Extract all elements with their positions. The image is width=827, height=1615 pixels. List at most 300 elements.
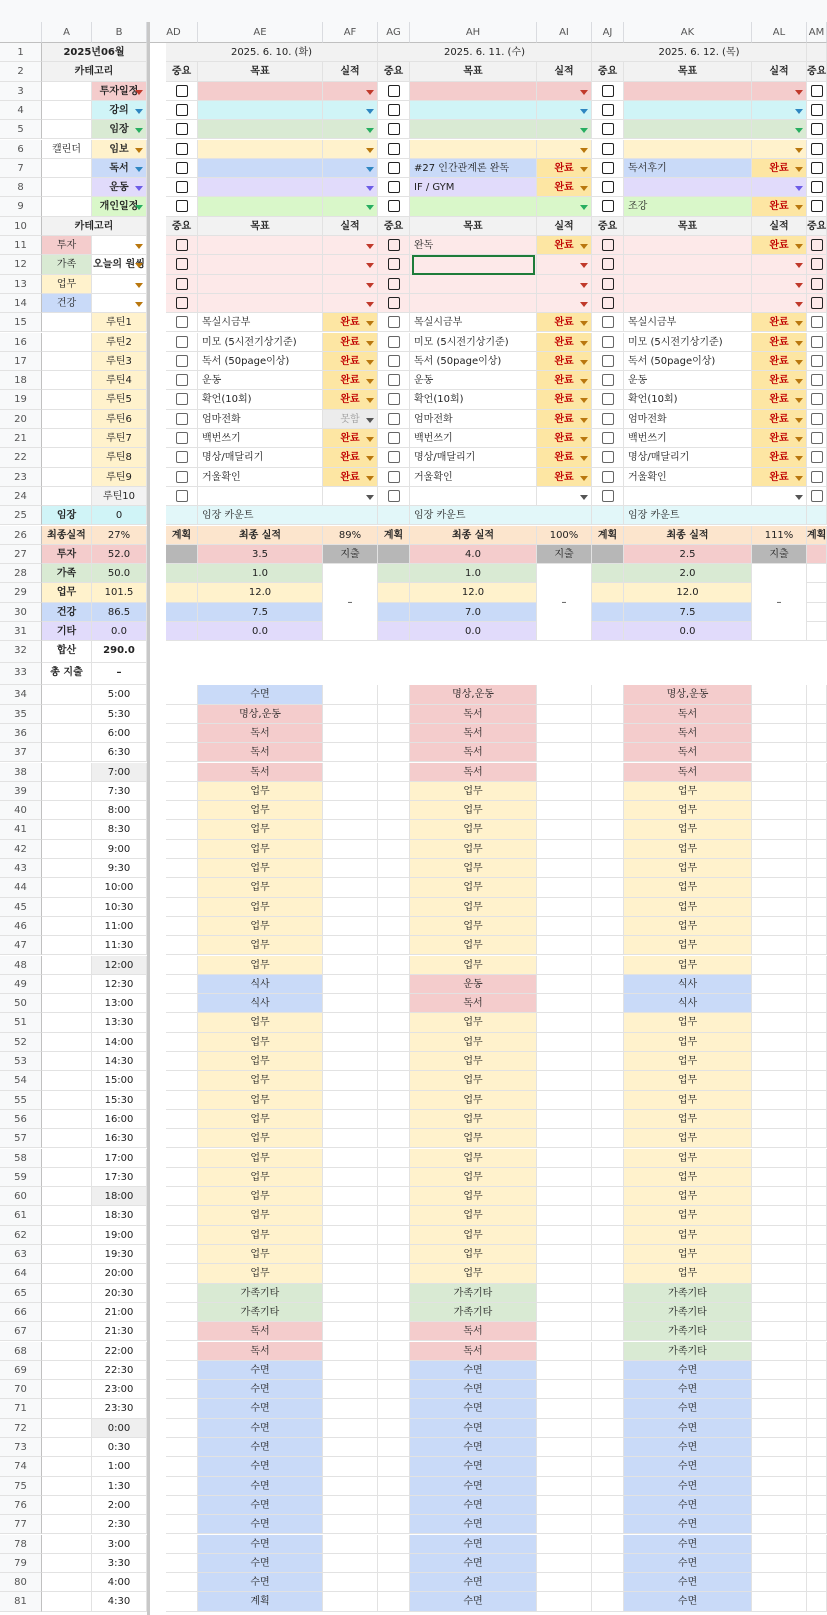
checkbox-icon[interactable] (602, 200, 614, 212)
achievement-pct[interactable]: 111% (752, 526, 807, 545)
cell[interactable] (42, 1129, 92, 1148)
schedule-cell[interactable]: 명상,운동 (410, 685, 537, 704)
schedule-cell[interactable]: 업무 (624, 1206, 752, 1225)
cell[interactable] (537, 859, 592, 878)
dropdown-arrow-icon[interactable] (135, 186, 143, 191)
cell[interactable] (537, 1149, 592, 1168)
column-header-ai[interactable]: AI (537, 22, 592, 43)
schedule-cell[interactable]: 업무 (198, 1129, 323, 1148)
row-number[interactable]: 44 (0, 878, 42, 897)
checkbox-icon[interactable] (176, 336, 188, 348)
time-slot-label[interactable]: 20:30 (92, 1284, 147, 1303)
category-item[interactable]: 투자 (42, 236, 92, 255)
cell[interactable] (378, 1013, 410, 1032)
schedule-cell[interactable]: 수면 (624, 1457, 752, 1476)
dropdown-arrow-icon[interactable] (795, 263, 803, 268)
today-result-cell[interactable] (323, 275, 378, 294)
checkbox-icon[interactable] (602, 104, 614, 116)
cell[interactable] (166, 1399, 198, 1418)
row-number[interactable]: 67 (0, 1322, 42, 1341)
final-result-pct[interactable]: 27% (92, 526, 147, 545)
final-value[interactable]: 12.0 (624, 583, 752, 602)
checkbox-icon[interactable] (388, 200, 400, 212)
final-result-header[interactable]: 최종 실적 (624, 526, 752, 545)
today-result-cell[interactable] (537, 275, 592, 294)
schedule-cell[interactable]: 업무 (624, 859, 752, 878)
important-header[interactable]: 중요 (166, 217, 198, 236)
schedule-cell[interactable]: 업무 (198, 840, 323, 859)
time-slot-label[interactable]: 22:00 (92, 1342, 147, 1361)
calendar-result-cell[interactable] (752, 140, 807, 159)
cell[interactable] (166, 1303, 198, 1322)
row-number[interactable]: 65 (0, 1284, 42, 1303)
checkbox-icon[interactable] (176, 471, 188, 483)
today-result-cell[interactable]: 완료 (752, 236, 807, 255)
final-value[interactable]: 12.0 (410, 583, 537, 602)
cell[interactable] (378, 1303, 410, 1322)
routine-checkbox-cell[interactable] (166, 352, 198, 371)
important-checkbox-cell[interactable] (592, 275, 624, 294)
cell[interactable] (537, 840, 592, 859)
calendar-goal-cell[interactable] (410, 140, 537, 159)
cell[interactable] (807, 820, 827, 839)
cell[interactable] (166, 1110, 198, 1129)
calendar-item[interactable]: 강의 (92, 101, 147, 120)
routine-status-cell[interactable]: 완료 (537, 429, 592, 448)
schedule-cell[interactable]: 업무 (624, 1013, 752, 1032)
cell[interactable] (537, 1013, 592, 1032)
goal-header[interactable]: 목표 (198, 217, 323, 236)
today-result-cell[interactable] (752, 255, 807, 274)
routine-label[interactable]: 루틴8 (92, 448, 147, 467)
row-number[interactable]: 35 (0, 705, 42, 724)
cell[interactable] (166, 936, 198, 955)
calendar-label-cell[interactable] (42, 101, 92, 120)
dropdown-arrow-icon[interactable] (135, 244, 143, 249)
cell[interactable] (323, 1033, 378, 1052)
checkbox-icon[interactable] (388, 490, 400, 502)
achievement-pct[interactable]: 100% (537, 526, 592, 545)
calendar-result-cell[interactable]: 완료 (537, 178, 592, 197)
row-number[interactable]: 26 (0, 526, 42, 545)
routine-label[interactable]: 루틴7 (92, 429, 147, 448)
spend-value[interactable]: – (537, 564, 592, 641)
schedule-cell[interactable]: 수면 (198, 1496, 323, 1515)
cell[interactable] (537, 1342, 592, 1361)
cell[interactable] (42, 1168, 92, 1187)
cell[interactable] (752, 1573, 807, 1592)
cell[interactable] (323, 1168, 378, 1187)
important-header[interactable]: 중요 (592, 62, 624, 81)
dropdown-arrow-icon[interactable] (366, 205, 374, 210)
cell[interactable] (807, 705, 827, 724)
schedule-cell[interactable]: 가족기타 (410, 1284, 537, 1303)
schedule-cell[interactable]: 수면 (198, 1573, 323, 1592)
checkbox-icon[interactable] (602, 239, 614, 251)
routine-status-cell[interactable]: 완료 (323, 313, 378, 332)
calendar-goal-cell[interactable] (410, 101, 537, 120)
row-number[interactable]: 1 (0, 43, 42, 62)
schedule-cell[interactable]: 수면 (198, 685, 323, 704)
checkbox-icon[interactable] (602, 413, 614, 425)
dropdown-arrow-icon[interactable] (795, 109, 803, 114)
routine-checkbox-cell[interactable] (592, 487, 624, 506)
cell[interactable] (42, 1361, 92, 1380)
important-checkbox-cell[interactable] (166, 255, 198, 274)
calendar-item[interactable]: 임장 (92, 120, 147, 139)
cell[interactable] (378, 1554, 410, 1573)
dropdown-arrow-icon[interactable] (795, 148, 803, 153)
cell[interactable] (537, 1573, 592, 1592)
cell[interactable] (378, 782, 410, 801)
dropdown-arrow-icon[interactable] (135, 167, 143, 172)
schedule-cell[interactable]: 업무 (410, 1245, 537, 1264)
cell[interactable] (378, 859, 410, 878)
cell[interactable] (166, 1168, 198, 1187)
cell[interactable] (42, 1052, 92, 1071)
checkbox-icon[interactable] (176, 85, 188, 97)
checkbox-icon[interactable] (388, 162, 400, 174)
cell[interactable] (323, 1573, 378, 1592)
calendar-goal-cell[interactable] (198, 101, 323, 120)
corner-cell[interactable] (0, 22, 42, 43)
routine-label[interactable]: 루틴5 (92, 390, 147, 409)
checkbox-icon[interactable] (388, 297, 400, 309)
routine-checkbox-cell[interactable] (807, 390, 827, 409)
cell[interactable] (323, 782, 378, 801)
row-number[interactable]: 23 (0, 468, 42, 487)
calendar-goal-cell[interactable] (624, 101, 752, 120)
cell[interactable] (378, 1592, 410, 1611)
routine-checkbox-cell[interactable] (592, 313, 624, 332)
cell[interactable] (592, 840, 624, 859)
time-slot-label[interactable]: 19:00 (92, 1226, 147, 1245)
important-checkbox-cell[interactable] (378, 159, 410, 178)
calendar-result-cell[interactable] (537, 101, 592, 120)
cell[interactable] (807, 1399, 827, 1418)
cell[interactable] (42, 429, 92, 448)
cell[interactable] (537, 1071, 592, 1090)
cell[interactable] (752, 917, 807, 936)
cell[interactable] (323, 1071, 378, 1090)
cell[interactable] (166, 1129, 198, 1148)
imjang-count-label[interactable]: 임장 카운트 (198, 506, 378, 525)
checkbox-icon[interactable] (388, 143, 400, 155)
important-checkbox-cell[interactable] (166, 140, 198, 159)
routine-status-cell[interactable]: 완료 (537, 371, 592, 390)
cell[interactable] (378, 705, 410, 724)
schedule-cell[interactable]: 수면 (410, 1515, 537, 1534)
cell[interactable] (378, 1573, 410, 1592)
checkbox-icon[interactable] (388, 355, 400, 367)
important-checkbox-cell[interactable] (166, 82, 198, 101)
checkbox-icon[interactable] (388, 413, 400, 425)
dropdown-arrow-icon[interactable] (580, 283, 588, 288)
routine-status-cell[interactable]: 완료 (323, 333, 378, 352)
time-slot-label[interactable]: 13:30 (92, 1013, 147, 1032)
cell[interactable] (752, 1303, 807, 1322)
routine-label[interactable]: 루틴2 (92, 333, 147, 352)
summary-category-label[interactable]: 투자 (42, 545, 92, 564)
cell[interactable] (323, 878, 378, 897)
cell[interactable] (323, 1515, 378, 1534)
cell[interactable] (42, 1322, 92, 1341)
cell[interactable] (42, 743, 92, 762)
cell[interactable] (42, 1303, 92, 1322)
cell[interactable] (807, 782, 827, 801)
today-goal-cell[interactable] (198, 236, 323, 255)
cell[interactable] (166, 724, 198, 743)
spend-label[interactable]: 지출 (537, 545, 592, 564)
cell[interactable] (323, 1091, 378, 1110)
schedule-cell[interactable]: 업무 (624, 1149, 752, 1168)
dropdown-arrow-icon[interactable] (366, 360, 374, 365)
routine-status-cell[interactable]: 완료 (537, 333, 592, 352)
cell[interactable] (378, 1168, 410, 1187)
calendar-goal-cell[interactable]: #27 인간관계론 완독 (410, 159, 537, 178)
checkbox-icon[interactable] (811, 413, 823, 425)
cell[interactable] (592, 1380, 624, 1399)
cell[interactable] (166, 1226, 198, 1245)
cell[interactable] (592, 1361, 624, 1380)
schedule-cell[interactable]: 업무 (624, 1071, 752, 1090)
cell[interactable] (752, 1477, 807, 1496)
column-header-ad[interactable]: AD (150, 22, 198, 43)
cell[interactable] (323, 859, 378, 878)
checkbox-icon[interactable] (176, 104, 188, 116)
cell[interactable] (807, 564, 827, 583)
important-checkbox-cell[interactable] (378, 120, 410, 139)
schedule-cell[interactable]: 수면 (198, 1477, 323, 1496)
dropdown-arrow-icon[interactable] (580, 186, 588, 191)
cell[interactable] (592, 1013, 624, 1032)
time-slot-label[interactable]: 12:00 (92, 956, 147, 975)
schedule-cell[interactable]: 업무 (198, 936, 323, 955)
routine-checkbox-cell[interactable] (378, 468, 410, 487)
dropdown-arrow-icon[interactable] (366, 476, 374, 481)
schedule-cell[interactable]: 수면 (198, 1380, 323, 1399)
today-result-cell[interactable] (323, 294, 378, 313)
important-checkbox-cell[interactable] (378, 275, 410, 294)
cell[interactable] (592, 1129, 624, 1148)
important-checkbox-cell[interactable] (592, 140, 624, 159)
routine-status-cell[interactable] (323, 487, 378, 506)
cell[interactable] (752, 743, 807, 762)
schedule-cell[interactable]: 수면 (198, 1399, 323, 1418)
cell[interactable] (42, 763, 92, 782)
cell[interactable] (42, 859, 92, 878)
cell[interactable] (166, 1361, 198, 1380)
final-value[interactable]: 1.0 (198, 564, 323, 583)
schedule-cell[interactable]: 수면 (410, 1592, 537, 1611)
cell[interactable] (537, 1515, 592, 1534)
row-number[interactable]: 71 (0, 1399, 42, 1418)
row-number[interactable]: 12 (0, 255, 42, 274)
routine-checkbox-cell[interactable] (592, 410, 624, 429)
cell[interactable] (323, 1149, 378, 1168)
cell[interactable] (752, 878, 807, 897)
important-checkbox-cell[interactable] (807, 140, 827, 159)
cell[interactable] (807, 506, 827, 525)
cell[interactable] (378, 1264, 410, 1283)
schedule-cell[interactable]: 업무 (410, 782, 537, 801)
routine-status-cell[interactable]: 완료 (752, 390, 807, 409)
cell[interactable] (166, 1284, 198, 1303)
cell[interactable] (166, 1592, 198, 1611)
cell[interactable] (42, 333, 92, 352)
routine-checkbox-cell[interactable] (166, 487, 198, 506)
schedule-cell[interactable]: 명상,운동 (198, 705, 323, 724)
row-number[interactable]: 77 (0, 1515, 42, 1534)
cell[interactable] (537, 1303, 592, 1322)
routine-name-cell[interactable]: 독서 (50page이상) (410, 352, 537, 371)
cell[interactable] (807, 1091, 827, 1110)
routine-name-cell[interactable]: 거울확인 (198, 468, 323, 487)
cell[interactable] (537, 1245, 592, 1264)
cell[interactable] (537, 1052, 592, 1071)
schedule-cell[interactable]: 업무 (624, 917, 752, 936)
cell[interactable] (752, 1149, 807, 1168)
cell[interactable] (752, 685, 807, 704)
checkbox-icon[interactable] (176, 490, 188, 502)
cell[interactable] (537, 878, 592, 897)
dropdown-arrow-icon[interactable] (580, 167, 588, 172)
row-number[interactable]: 45 (0, 898, 42, 917)
row-number[interactable]: 7 (0, 159, 42, 178)
cell[interactable] (166, 1322, 198, 1341)
time-slot-label[interactable]: 0:30 (92, 1438, 147, 1457)
calendar-result-cell[interactable] (752, 82, 807, 101)
cell[interactable] (42, 1187, 92, 1206)
schedule-cell[interactable]: 업무 (410, 1206, 537, 1225)
cell[interactable] (42, 410, 92, 429)
cell[interactable] (378, 743, 410, 762)
cell[interactable] (807, 1457, 827, 1476)
routine-status-cell[interactable]: 완료 (323, 390, 378, 409)
plan-cell[interactable] (592, 603, 624, 622)
schedule-cell[interactable]: 업무 (624, 956, 752, 975)
checkbox-icon[interactable] (811, 143, 823, 155)
routine-checkbox-cell[interactable] (378, 487, 410, 506)
frozen-divider[interactable] (147, 22, 150, 1615)
cell[interactable] (537, 1091, 592, 1110)
routine-checkbox-cell[interactable] (807, 371, 827, 390)
column-header-ag[interactable]: AG (378, 22, 410, 43)
checkbox-icon[interactable] (602, 374, 614, 386)
routine-status-cell[interactable]: 완료 (323, 371, 378, 390)
important-checkbox-cell[interactable] (807, 255, 827, 274)
cell[interactable] (537, 1129, 592, 1148)
cell[interactable] (752, 1284, 807, 1303)
result-header[interactable]: 실적 (323, 62, 378, 81)
cell[interactable] (807, 724, 827, 743)
checkbox-icon[interactable] (176, 393, 188, 405)
important-checkbox-cell[interactable] (166, 275, 198, 294)
cell[interactable] (42, 1342, 92, 1361)
cell[interactable] (592, 1206, 624, 1225)
cell[interactable] (42, 448, 92, 467)
cell[interactable] (323, 763, 378, 782)
time-slot-label[interactable]: 1:00 (92, 1457, 147, 1476)
total-spend-label[interactable]: 총 지출 (42, 663, 92, 685)
important-header[interactable]: 중요 (166, 62, 198, 81)
time-slot-label[interactable]: 0:00 (92, 1419, 147, 1438)
cell[interactable] (807, 1322, 827, 1341)
important-header[interactable]: 중요 (378, 62, 410, 81)
column-header-b[interactable]: B (92, 22, 147, 43)
checkbox-icon[interactable] (602, 336, 614, 348)
cell[interactable] (323, 994, 378, 1013)
routine-checkbox-cell[interactable] (378, 333, 410, 352)
cell[interactable] (42, 801, 92, 820)
cell[interactable] (807, 1515, 827, 1534)
schedule-cell[interactable]: 독서 (198, 1342, 323, 1361)
routine-checkbox-cell[interactable] (592, 371, 624, 390)
dropdown-arrow-icon[interactable] (366, 186, 374, 191)
calendar-result-cell[interactable] (323, 101, 378, 120)
routine-status-cell[interactable]: 완료 (537, 352, 592, 371)
schedule-cell[interactable]: 업무 (198, 917, 323, 936)
schedule-cell[interactable]: 업무 (410, 840, 537, 859)
cell[interactable] (42, 1554, 92, 1573)
important-header[interactable]: 중요 (807, 62, 827, 81)
summary-category-value[interactable]: 86.5 (92, 603, 147, 622)
goal-header[interactable]: 목표 (410, 217, 537, 236)
cell[interactable] (592, 1496, 624, 1515)
cell[interactable] (592, 1264, 624, 1283)
goal-header[interactable]: 목표 (198, 62, 323, 81)
checkbox-icon[interactable] (176, 278, 188, 290)
cell[interactable] (807, 1187, 827, 1206)
schedule-cell[interactable]: 수면 (410, 1438, 537, 1457)
dropdown-arrow-icon[interactable] (366, 495, 374, 500)
calendar-goal-cell[interactable] (198, 159, 323, 178)
cell[interactable] (42, 1245, 92, 1264)
schedule-cell[interactable]: 업무 (198, 1110, 323, 1129)
important-checkbox-cell[interactable] (378, 82, 410, 101)
schedule-cell[interactable]: 수면 (410, 1573, 537, 1592)
schedule-cell[interactable]: 업무 (198, 1187, 323, 1206)
final-value[interactable]: 2.5 (624, 545, 752, 564)
schedule-cell[interactable]: 독서 (198, 724, 323, 743)
cell[interactable] (42, 724, 92, 743)
plan-cell[interactable] (166, 545, 198, 564)
cell[interactable] (42, 878, 92, 897)
checkbox-icon[interactable] (811, 278, 823, 290)
row-number[interactable]: 59 (0, 1168, 42, 1187)
schedule-cell[interactable]: 가족기타 (624, 1303, 752, 1322)
time-slot-label[interactable]: 11:00 (92, 917, 147, 936)
cell[interactable] (807, 1013, 827, 1032)
time-slot-label[interactable]: 5:30 (92, 705, 147, 724)
cell[interactable] (378, 1477, 410, 1496)
cell[interactable] (592, 685, 624, 704)
schedule-cell[interactable]: 업무 (410, 820, 537, 839)
calendar-label-cell[interactable] (42, 197, 92, 216)
important-checkbox-cell[interactable] (378, 236, 410, 255)
summary-category-value[interactable]: 0.0 (92, 622, 147, 641)
row-number[interactable]: 66 (0, 1303, 42, 1322)
routine-checkbox-cell[interactable] (378, 410, 410, 429)
dropdown-arrow-icon[interactable] (135, 302, 143, 307)
dropdown-arrow-icon[interactable] (135, 109, 143, 114)
row-number[interactable]: 52 (0, 1033, 42, 1052)
goal-header[interactable]: 목표 (624, 62, 752, 81)
time-slot-label[interactable]: 4:00 (92, 1573, 147, 1592)
cell[interactable] (378, 1187, 410, 1206)
dropdown-arrow-icon[interactable] (580, 263, 588, 268)
row-number[interactable]: 39 (0, 782, 42, 801)
